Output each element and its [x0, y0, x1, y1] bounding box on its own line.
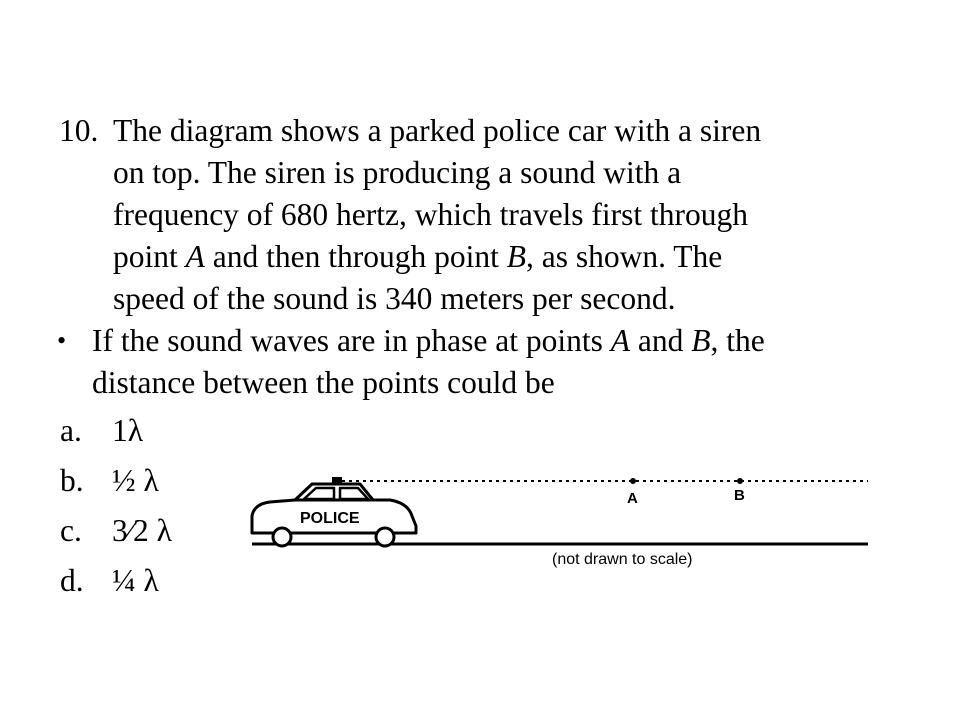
choice-d[interactable] — [60, 560, 172, 610]
answer-choices — [60, 410, 172, 610]
point-a-marker — [630, 478, 636, 484]
diagram-svg — [240, 470, 880, 580]
choice-letter: b. — [60, 463, 84, 498]
question-line: frequency of 680 hertz, which travels first through — [113, 197, 749, 232]
choice-text: ½ λ — [112, 463, 159, 498]
choice-text: 3⁄2 λ — [112, 513, 172, 548]
prompt-block — [57, 320, 917, 404]
question-block — [59, 110, 909, 320]
prompt-text — [92, 320, 765, 404]
choice-letter: d. — [60, 563, 84, 598]
prompt-line: distance between the points could be — [92, 365, 555, 400]
choice-c[interactable] — [60, 510, 172, 560]
choice-text: 1λ — [112, 413, 144, 448]
point-b-label: B — [734, 487, 745, 504]
police-label: POLICE — [300, 510, 360, 527]
question-text — [113, 110, 909, 320]
choice-letter: c. — [60, 513, 82, 548]
prompt-line: If the sound waves are in phase at points A and B, the — [92, 323, 765, 358]
question-line: on top. The siren is producing a sound with a — [113, 155, 682, 190]
choice-letter: a. — [60, 413, 82, 448]
point-b-marker — [737, 478, 743, 484]
point-a-label: A — [627, 490, 638, 507]
choice-b[interactable] — [60, 460, 172, 510]
question-number: 10. — [59, 113, 99, 148]
choice-a[interactable] — [60, 410, 172, 460]
question-line: speed of the sound is 340 meters per second. — [113, 281, 676, 316]
question-line: The diagram shows a parked police car with a siren — [113, 113, 762, 148]
question-line: point A and then through point B, as shown. The — [113, 239, 723, 274]
diagram-caption: (not drawn to scale) — [552, 551, 693, 568]
police-car-diagram — [240, 470, 880, 580]
bullet-icon: • — [57, 326, 67, 355]
choice-text: ¼ λ — [112, 563, 159, 598]
